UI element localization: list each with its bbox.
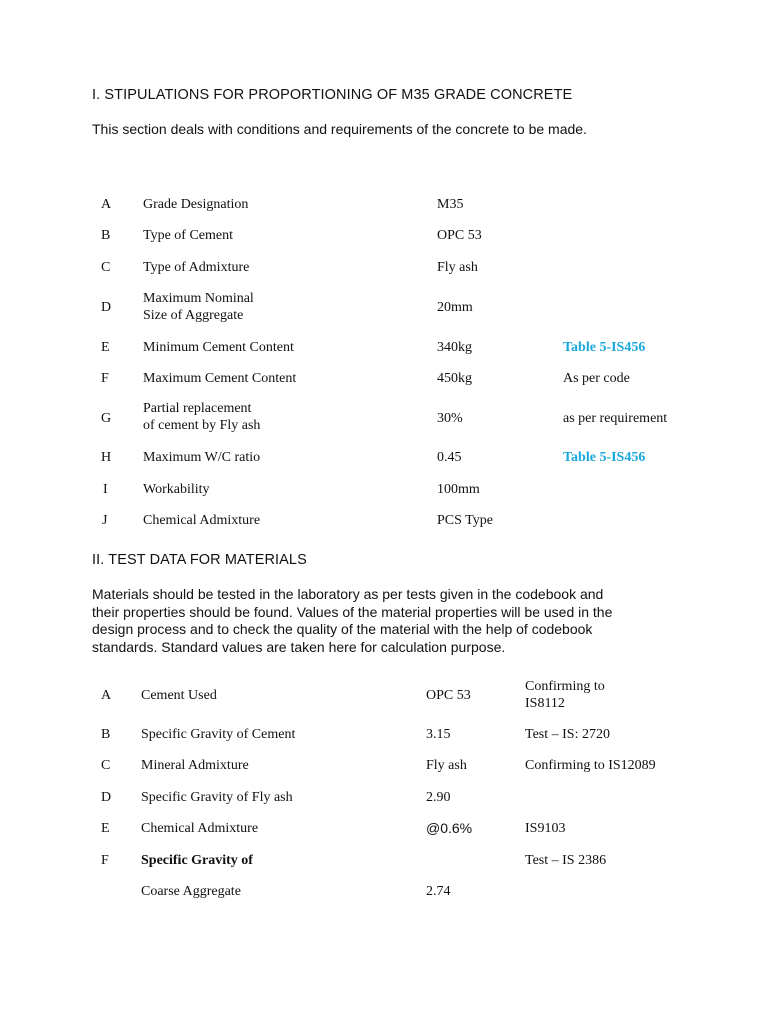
section1-intro: This section deals with conditions and requirements of the concrete to be made.: [92, 121, 587, 137]
row-label-line2: of cement by Fly ash: [143, 418, 261, 433]
row-value: M35: [437, 197, 464, 212]
row-key: C: [101, 260, 111, 275]
row-value: OPC 53: [426, 688, 471, 703]
code-reference-link[interactable]: Table 5-IS456: [563, 340, 646, 355]
row-key: B: [101, 228, 111, 243]
row-value: 450kg: [437, 371, 472, 386]
row-label: Chemical Admixture: [143, 513, 261, 528]
row-value: OPC 53: [437, 228, 482, 243]
intro-line: design process and to check the quality of the material with the help of codebook: [92, 621, 593, 637]
row-key: A: [101, 197, 112, 212]
row-note-line2: IS8112: [525, 696, 565, 711]
row-label: Specific Gravity of Cement: [141, 727, 296, 742]
row-key: E: [101, 821, 110, 836]
row-value: 2.74: [426, 884, 451, 899]
row-value: PCS Type: [437, 513, 493, 528]
section1-heading: I. STIPULATIONS FOR PROPORTIONING OF M35 GRADE CONCRETE: [92, 87, 573, 103]
row-label: Workability: [143, 482, 210, 497]
row-label: Specific Gravity of Fly ash: [141, 790, 293, 805]
row-label-line2: Size of Aggregate: [143, 308, 244, 323]
row-value: 2.90: [426, 790, 451, 805]
row-note: as per requirement: [563, 411, 668, 426]
row-value: 340kg: [437, 340, 472, 355]
row-value: 3.15: [426, 727, 451, 742]
row-value: 100mm: [437, 482, 480, 497]
row-label: Type of Admixture: [143, 260, 250, 275]
row-key: A: [101, 688, 112, 703]
intro-line: Materials should be tested in the laboratory as per tests given in the codebook and: [92, 586, 604, 602]
row-value: @0.6%: [426, 820, 473, 836]
section2-intro: [92, 586, 732, 656]
row-key: D: [101, 790, 112, 805]
row-note: Confirming to IS12089: [525, 758, 656, 773]
row-label: Minimum Cement Content: [143, 340, 294, 355]
row-key: J: [102, 513, 108, 528]
row-key: E: [101, 340, 110, 355]
intro-line: standards. Standard values are taken here for calculation purpose.: [92, 638, 506, 655]
intro-line: their properties should be found. Values of the material properties will be used in the: [92, 603, 613, 620]
row-key: G: [101, 411, 112, 426]
row-value: 30%: [437, 411, 463, 426]
row-label: Coarse Aggregate: [141, 884, 241, 899]
row-label: Maximum Cement Content: [143, 371, 297, 386]
row-label-line1: Partial replacement: [143, 401, 252, 416]
row-key: F: [101, 371, 109, 386]
row-label: Mineral Admixture: [141, 758, 249, 773]
row-label: Grade Designation: [143, 197, 249, 212]
row-note: IS9103: [525, 821, 566, 836]
row-key: F: [101, 853, 109, 868]
row-key: B: [101, 727, 111, 742]
row-label: Specific Gravity of: [141, 853, 253, 868]
row-value: Fly ash: [426, 758, 467, 773]
row-key: H: [101, 450, 112, 465]
code-reference-link[interactable]: Table 5-IS456: [563, 450, 646, 465]
row-note: As per code: [563, 371, 630, 386]
row-value: 20mm: [437, 300, 473, 315]
row-value: 0.45: [437, 450, 462, 465]
row-key: I: [103, 482, 108, 497]
row-key: C: [101, 758, 111, 773]
row-note: Test – IS 2386: [525, 853, 607, 868]
section2-heading: II. TEST DATA FOR MATERIALS: [92, 552, 307, 568]
row-label-line1: Maximum Nominal: [143, 291, 254, 306]
row-label: Chemical Admixture: [141, 821, 259, 836]
row-label: Type of Cement: [143, 228, 233, 243]
row-note: Test – IS: 2720: [525, 727, 610, 742]
row-note-line1: Confirming to: [525, 679, 605, 694]
row-value: Fly ash: [437, 260, 478, 275]
row-label: Maximum W/C ratio: [143, 450, 261, 465]
row-label: Cement Used: [141, 688, 217, 703]
row-key: D: [101, 300, 112, 315]
